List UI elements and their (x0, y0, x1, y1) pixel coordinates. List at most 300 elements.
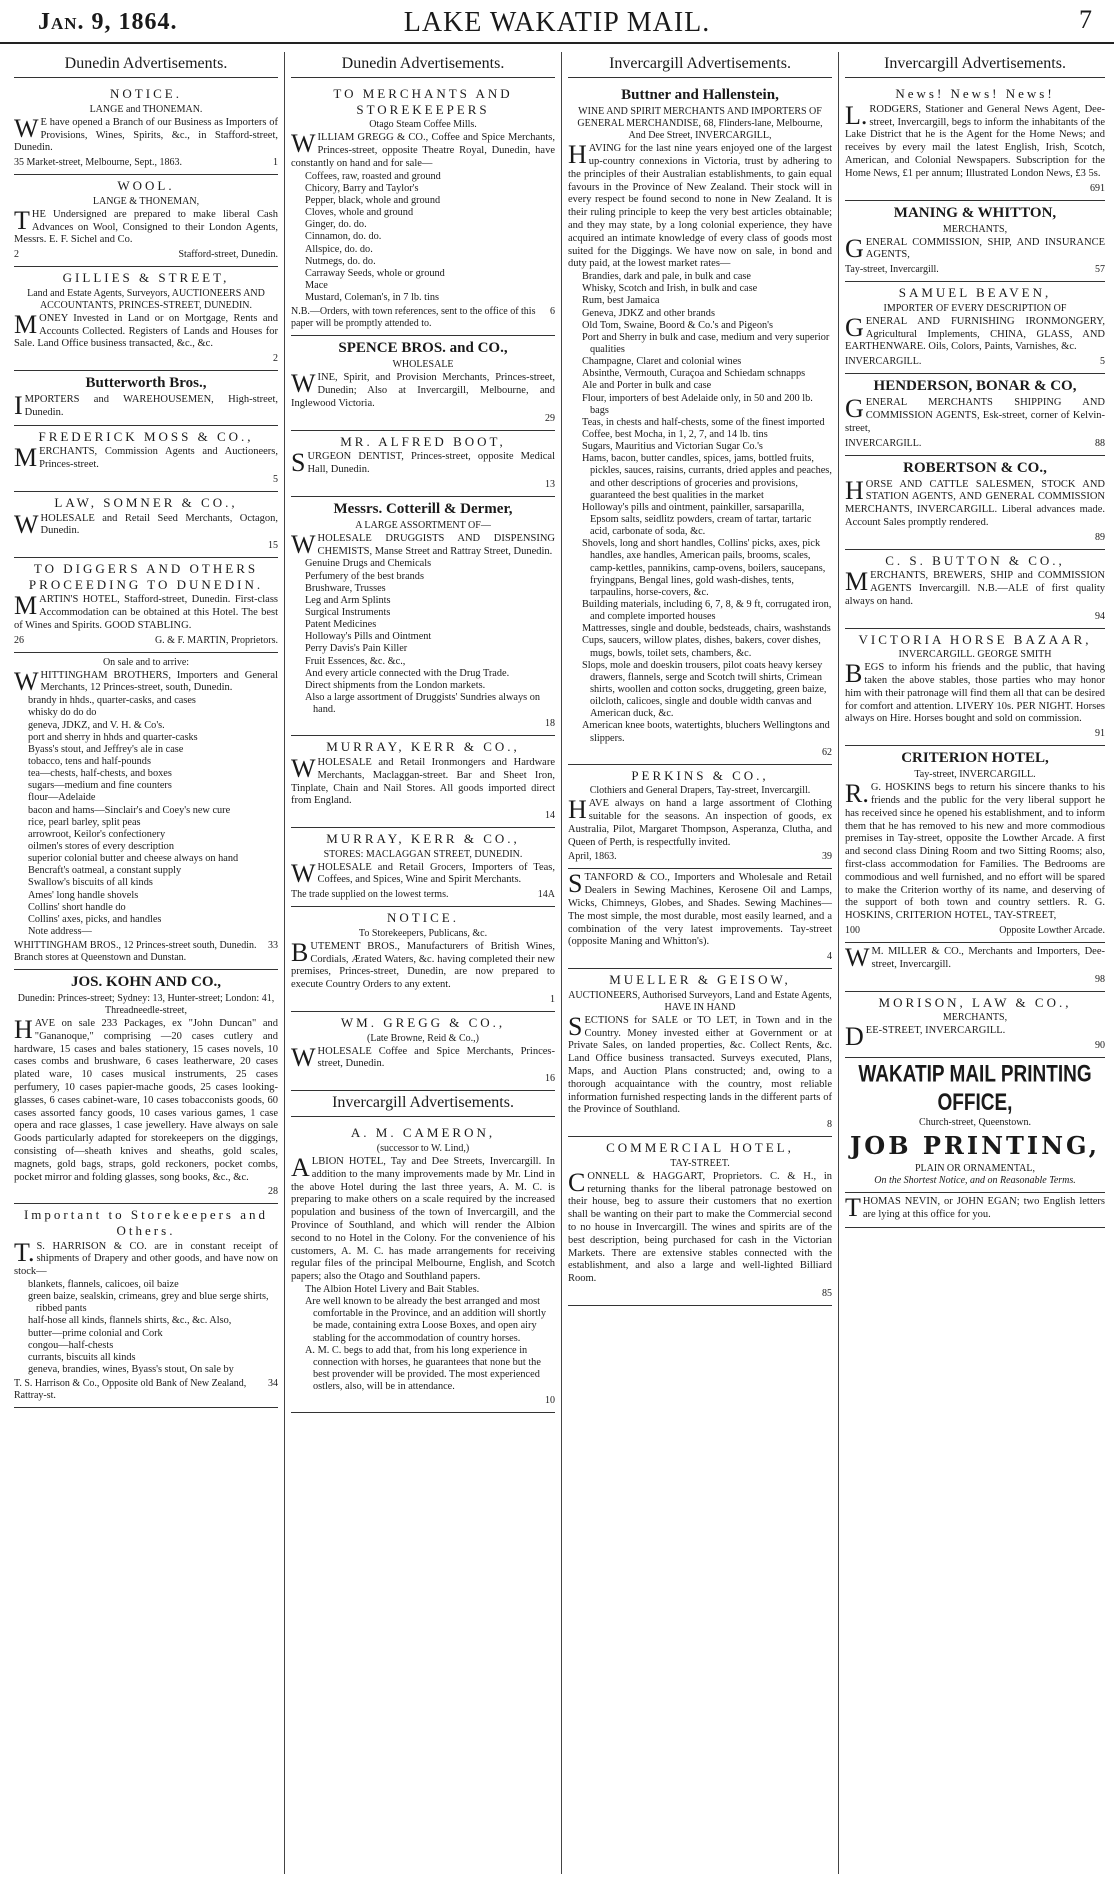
ad-list-item: Sugars, Mauritius and Victorian Sugar Co.'s (582, 441, 763, 453)
masthead (0, 0, 1114, 44)
ad-body: WINE, Spirit, and Provision Merchants, Princes-street, Dunedin; Also at Invercargill, Melbourne, and Inglewood Victoria. (291, 369, 555, 409)
advertisement (14, 83, 278, 175)
advertisement (291, 1012, 555, 1091)
ad-reference-number: 8 (827, 1119, 832, 1131)
ad-reference-number: 5 (273, 473, 278, 485)
printing-style: PLAIN OR ORNAMENTAL, (914, 1163, 1036, 1175)
ad-title: VICTORIA HORSE BAZAAR, (858, 631, 1092, 647)
ad-title: CRITERION HOTEL, (901, 750, 1049, 767)
ad-body: SURGEON DENTIST, Princes-street, opposite Medical Hall, Dunedin. (291, 448, 555, 478)
ad-item-list (14, 1279, 278, 1376)
ad-signature-left: The trade supplied on the lowest terms. (291, 889, 449, 901)
ad-signature (845, 438, 1105, 450)
ad-list-item: whisky do do do (28, 707, 97, 719)
ad-list-item: Rum, best Jamaica (582, 295, 660, 307)
ad-title: PERKINS & CO., (631, 767, 769, 783)
ad-list-item: brandy in hhds., quarter-casks, and cases (28, 695, 196, 707)
ad-body: ALBION HOTEL, Tay and Dee Streets, Invercargill. In addition to the many improvements made by Mr. Lind in the above Hotel during the last three years, A. M. C. is preparing to make others on a scale required by the increased population and business of the town of Invercargill, and the Province of Southland, and which will render the Albion second to no Hotel in the Colony. For the convenience of his customers, A. M. C. has made arrangements for receiving regular files of the principal Melbourne, English, and Scotch papers; also the Otago and Southland papers. (291, 1153, 555, 1283)
ad-list-item: American knee boots, watertights, bluchers Wellingtons and slippers. (582, 720, 830, 744)
ad-reference-number: 90 (1095, 1040, 1105, 1052)
ad-list-item: Coffee, best Mocha, in 1, 2, 7, and 14 lb. tins (582, 428, 768, 440)
ad-title: MORISON, LAW & CO., (878, 994, 1072, 1010)
ad-title: NOTICE. (110, 86, 182, 102)
ad-list-item: Port and Sherry in bulk and case, medium and very superior qualities (582, 331, 830, 355)
ad-list-item: arrowroot, Keilor's confectionery (28, 828, 166, 840)
ad-list-item: Cups, saucers, willow plates, dishes, bakers, cover dishes, mugs, bowls, toilet sets, chambers, &c. (582, 635, 821, 659)
ad-signature (14, 249, 278, 261)
ad-signature (568, 1288, 832, 1300)
ad-title: Buttner and Hallenstein, (621, 87, 779, 104)
ad-title: C. S. BUTTON & CO., (885, 552, 1065, 568)
ad-title: TO MERCHANTS AND STOREKEEPERS (333, 86, 513, 117)
ad-reference-number: 34 (268, 1378, 278, 1390)
ad-list-item: Carraway Seeds, whole or ground (305, 267, 445, 279)
ad-body: GENERAL AND FURNISHING IRONMONGERY, Agricultural Implements, CHINA, GLASS, AND EARTHENWARE. Oils, Colors, Paints, Varnishes, &c. (845, 312, 1105, 353)
ad-item-list (291, 558, 555, 716)
ad-list-item: Note address— (28, 925, 92, 937)
ad-body: HAVE always on hand a large assortment of Clothing suitable for the seasons. An inspection of goods, ex Australia, Pilot, Margaret Thompson, Asperanza, Clutha, and Queen of Perth, is respectfully invited. (568, 795, 832, 848)
ad-reference-number: G. & F. MARTIN, Proprietors. (154, 634, 278, 646)
ad-reference-number: 29 (545, 412, 555, 424)
ad-reference-number: 15 (268, 540, 278, 552)
ad-list-item: rice, pearl barley, split peas (28, 816, 141, 828)
ad-body: MARTIN'S HOTEL, Stafford-street, Dunedin. First-class Accommodation can be obtained at this Hotel. The best of Wines and Spirits. GOOD STABLING. (14, 591, 278, 631)
ad-list-item: Collins' short handle do (28, 901, 126, 913)
ad-reference-number: 18 (545, 718, 555, 730)
ad-signature-left: 35 Market-street, Melbourne, Sept., 1863. (14, 157, 183, 169)
ad-signature (14, 1186, 278, 1198)
ad-list-item: Whisky, Scotch and Irish, in bulk and case (582, 283, 758, 295)
advertisement (291, 83, 555, 336)
ad-body: WHOLESALE Coffee and Spice Merchants, Princes-street, Dunedin. (291, 1042, 555, 1072)
ad-title: WM. GREGG & CO., (340, 1015, 506, 1031)
ad-subtitle: WINE AND SPIRIT MERCHANTS AND IMPORTERS OF GENERAL MERCHANDISE, 68, Flinders-lane, Melbourne, And Dee Street, INVERCARGILL, (577, 106, 823, 142)
ad-reference-number: 91 (1095, 728, 1105, 740)
ad-title: GILLIES & STREET, (62, 270, 230, 286)
ad-body: CONNELL & HAGGART, Proprietors. C. & H., in returning thanks for the liberal patronage bestowed on their house, beg to assure their customers that no exertion shall be wanting on their part to make the Commercial second to no house in Invercargill. The wines and spirits are of the best description, being purchased for cash in the Victorian Markets. There are extensive stables connected with the establishment, and also a large and well-lighted Billiard Room. (568, 1167, 832, 1285)
advertisement (568, 869, 832, 969)
ad-list-item: Are well known to be already the best arranged and most comfortable in the Province, and an addition will shortly be made, containing extra Loose Boxes, and open airy stabling for the accommodation of country horses. (305, 1296, 547, 1344)
column-heading: Dunedin Advertisements. (14, 52, 278, 78)
advertisement (14, 426, 278, 492)
ad-signature-left: INVERCARGILL. (845, 356, 922, 368)
ad-list-item: Cloves, whole and ground (305, 207, 414, 219)
ad-signature (14, 635, 278, 647)
ad-list-item: Teas, in chests and half-chests, some of the finest imported (582, 416, 825, 428)
advertisement (291, 907, 555, 1012)
ad-reference-number: 10 (545, 1395, 555, 1407)
ad-subtitle: To Storekeepers, Publicans, &c. (358, 927, 488, 939)
ad-signature (14, 474, 278, 486)
ad-body: SECTIONS for SALE or TO LET, in Town and in the Country. Money invested either at Government or at Private Sales, on landed properties, &c. Collect Rents, &c. Land Office business transacted. Surveys executed, Plans, Maps, and Auction Plans constructed; and, owing to a thorough acquaintance with the country, most reliable information furnished respecting lands in the different parts of the Province of Southland. (568, 1011, 832, 1116)
ad-signature (845, 356, 1105, 368)
ad-title: MR. ALFRED BOOT, (340, 433, 506, 449)
ad-reference-number: 62 (822, 746, 832, 758)
ad-title: MUELLER & GEISOW, (609, 972, 791, 988)
ad-list-item: geneva, JDKZ, and V. H. & Co's. (28, 719, 165, 731)
ad-reference-number: Opposite Lowther Arcade. (999, 925, 1105, 937)
column-3 (564, 52, 836, 1874)
ad-signature (14, 940, 278, 964)
advertisement (845, 456, 1105, 550)
column-heading: Dunedin Advertisements. (291, 52, 555, 78)
ad-title: ROBERTSON & CO., (903, 459, 1047, 476)
advertisement (14, 175, 278, 267)
ad-signature (291, 479, 555, 491)
ad-body: MERCHANTS, Commission Agents and Auctioneers, Princes-street. (14, 443, 278, 473)
advertisement (845, 550, 1105, 629)
ad-title: A. M. CAMERON, (350, 1125, 496, 1141)
ad-reference-number: 39 (822, 851, 832, 863)
ad-title: Butterworth Bros., (85, 375, 207, 392)
ad-list-item: oilmen's stores of every description (28, 840, 174, 852)
ad-signature (845, 611, 1105, 623)
ad-list-item: Fruit Essences, &c. &c., (305, 655, 406, 667)
ad-body: MERCHANTS, BREWERS, SHIP and COMMISSION AGENTS Invercargill. N.B.—ALE of first quality always on hand. (845, 567, 1105, 607)
ad-body: HAVE on sale 233 Packages, ex "John Duncan" and "Gananoque," comprising —20 cases cutlery and hardware, 15 cases and bales stationery, 15 cases novels, 10 cases combs and brushware, 6 cases leatherware, 20 cases plated ware, 10 cases musical instruments, 25 cases perfumery, 10 cases papier-mache goods, 25 cases looking-glasses, 6 cases cabinet-ware, 10 cases tobacconists goods, 60 cases assorted fancy goods, 10 cases various games, 1 case opera and race glasses, 1 case jewellery. Have always on sale Goods particularly adapted for storekeepers on the diggings, consisting of—sheath knives and sheaths, gold scales, magnets, gold bags, straps, gold reckoners, pocket combs, pocket mirror and folding glasses, song books, &c., &c. (14, 1015, 278, 1183)
ad-subtitle: MERCHANTS, (942, 223, 1008, 235)
ad-list-item: Holloway's Pills and Ointment (305, 631, 432, 643)
ad-signature (291, 413, 555, 425)
ad-reference-number: 14 (545, 810, 555, 822)
letters-notice (845, 1193, 1105, 1228)
ad-list-item: Champagne, Claret and colonial wines (582, 356, 742, 368)
ad-body: STANFORD & CO., Importers and Wholesale and Retail Dealers in Sewing Machines, Kerosene Oil and Lamps, Wicks, Chimneys, Globes, and Shades. Sewing Machines—The most simple, the most durable, most easily learned, and a combination of the very latest improvements. Tay-street (opposite Maning and Whitton's). (568, 869, 832, 948)
ad-subtitle: Dunedin: Princes-street; Sydney: 13, Hunter-street; London: 41, Threadneedle-street, (17, 993, 275, 1017)
column-rule (838, 52, 839, 1874)
ad-title: Important to Storekeepers and Others. (23, 1207, 269, 1239)
ad-list-item: Ale and Porter in bulk and case (582, 380, 712, 392)
ad-list-item: Absinthe, Vermouth, Curaçoa and Schiedam schnapps (582, 368, 806, 380)
ad-signature-left: T. S. Harrison & Co., Opposite old Bank of New Zealand, Rattray-st. (14, 1378, 247, 1402)
ad-list-item: And every article connected with the Drug Trade. (305, 667, 510, 679)
ad-list-item: superior colonial butter and cheese always on hand (28, 853, 239, 865)
ad-body: THE Undersigned are prepared to make liberal Cash Advances on Wool, Consigned to their London Agents, Messrs. E. F. Sichel and Co. (14, 205, 278, 246)
ad-title: Messrs. Cotterill & Dermer, (333, 500, 513, 517)
ad-list-item: Direct shipments from the London markets. (305, 679, 486, 691)
advertisement (845, 282, 1105, 374)
issue-date: Jan. 9, 1864. (38, 9, 178, 35)
ad-list-item: Perry Davis's Pain Killer (305, 643, 408, 655)
ad-list-item: congou—half-chests (28, 1339, 114, 1351)
ad-body: WHITTINGHAM BROTHERS, Importers and General Merchants, 12 Princes-street, south, Dunedin. (14, 666, 278, 696)
ad-title: MURRAY, KERR & CO., (326, 739, 520, 755)
ad-reference-number: 57 (1095, 264, 1105, 276)
ad-title: TO DIGGERS AND OTHERS PROCEEDING TO DUNEDIN. (28, 561, 264, 592)
advertisement (568, 1137, 832, 1306)
ad-reference-number: 13 (545, 478, 555, 490)
ad-body: WHOLESALE and Retail Ironmongers and Hardware Merchants, Maclaggan-street. Bar and Sheet Iron, Tinplate, Chain and Nail Stores. All goods imported direct from England. (291, 753, 555, 807)
ad-subtitle: A LARGE ASSORTMENT OF— (355, 519, 491, 531)
ad-list-item: Swallow's biscuits of all kinds (28, 877, 153, 889)
advertisement (568, 83, 832, 764)
ad-list-item: Ames' long handle shovels (28, 889, 139, 901)
ad-list-item: Bencraft's oatmeal, a constant supply (28, 865, 182, 877)
ad-list-item: Slops, mole and doeskin trousers, pilot coats heavy kersey drawers, flannels, serge and Scotch twill shirts, Crimean shirts, woollen and cotton socks, druggeting, green baize, oilcloth, calicoes, single and double width canvas and American duck, &c. (582, 659, 827, 720)
ad-body: WM. MILLER & CO., Merchants and Importers, Dee-street, Invercargill. (845, 943, 1105, 973)
ad-reference-number: 94 (1095, 610, 1105, 622)
advertisement (845, 629, 1105, 747)
ad-list-item: Also a large assortment of Druggists' Sundries always on hand. (305, 692, 541, 716)
advertisement (845, 746, 1105, 943)
ad-list-item: Shovels, long and short handles, Collins' picks, axes, pick handles, axe handles, American pails, brooms, scales, camp-kettles, pannikins, camp-ovens, boilers, saucepans, fryingpans, Bengal lines, gold wash-dishes, tents, tarpaulins, horse-covers, &c. (582, 538, 826, 598)
ad-item-list (291, 1284, 555, 1393)
advertisement (291, 497, 555, 736)
advertisement (14, 970, 278, 1204)
ad-list-item: Mustard, Coleman's, in 7 lb. tins (305, 292, 439, 304)
ad-title: WOOL. (117, 178, 175, 194)
ad-subtitle: Clothiers and General Drapers, Tay-street, Invercargill. (589, 785, 811, 797)
ad-title: MURRAY, KERR & CO., (326, 831, 520, 847)
ad-subtitle: TAY-STREET. (670, 1157, 730, 1169)
ad-list-item: Building materials, including 6, 7, 8, & 9 ft, corrugated iron, and complete imported houses (582, 598, 832, 623)
ad-list-item: blankets, flannels, calicoes, oil baize (28, 1279, 179, 1291)
ad-signature (291, 994, 555, 1006)
advertisement (845, 992, 1105, 1058)
ad-list-item: green baize, sealskin, crimeans, grey and blue serge shirts, ribbed pants (28, 1291, 269, 1315)
ad-list-item: Perfumery of the best brands (305, 570, 424, 582)
advertisement (291, 1122, 555, 1413)
ad-subtitle: Otago Steam Coffee Mills. (369, 119, 477, 131)
printing-terms: On the Shortest Notice, and on Reasonable Terms. (874, 1175, 1076, 1187)
advertisement (14, 1204, 278, 1408)
ad-list-item: tobacco, tens and half-pounds (28, 755, 151, 767)
ad-body: GENERAL COMMISSION, SHIP, AND INSURANCE AGENTS, (845, 233, 1105, 263)
ad-reference-number: 33 (268, 940, 278, 952)
ad-reference-number: 28 (268, 1186, 278, 1198)
column-heading: Invercargill Advertisements. (845, 52, 1105, 78)
advertisement (291, 431, 555, 497)
ad-reference-number: 88 (1095, 437, 1105, 449)
ad-signature (291, 306, 555, 330)
column-4 (841, 52, 1109, 1874)
ad-subtitle: IMPORTER OF EVERY DESCRIPTION OF (883, 302, 1067, 314)
ad-body: BEGS to inform his friends and the public, that having taken the above stables, those parties who may honor him with their patronage will find them all that can be desired for comfort and attention. LIVERY 10s. PER NIGHT. Horses always on Hire. Horses bought and sold on commission. (845, 659, 1105, 725)
ad-signature (291, 1073, 555, 1085)
ad-title: HENDERSON, BONAR & CO, (873, 378, 1077, 395)
advertisement (845, 83, 1105, 200)
ad-reference-number: 4 (827, 951, 832, 963)
ad-list-item: Coffees, raw, roasted and ground (305, 170, 441, 182)
ad-item-list (568, 271, 832, 744)
column-2 (287, 52, 559, 1874)
ad-list-item: Byass's stout, and Jeffrey's ale in case (28, 743, 184, 755)
ad-body: L.RODGERS, Stationer and General News Agent, Dee-street, Invercargill, begs to inform the inhabitants of the Lake District that he is the Agent for the Home News; and receives by every mail the latest English, Irish, Scotch, American, and Colonial Newspapers. Subscription for the Home News, £1 per annum; Illustrated London News, £3 5s. (845, 100, 1105, 179)
ad-subtitle: LANGE & THONEMAN, (92, 195, 200, 207)
ad-body: MONEY Invested in Land or on Mortgage, Rents and Accounts Collected. Registers of Lands and Houses for Sale. Land Office business transacted, &c., &c. (14, 309, 278, 350)
ad-body: BUTEMENT BROS., Manufacturers of British Wines, Cordials, Ærated Waters, &c. having completed their new premises, Princes-street, Dunedin, are now prepared to execute Country Orders to any extent. (291, 937, 555, 991)
ad-list-item: The Albion Hotel Livery and Bait Stables. (305, 1284, 480, 1295)
advertisement (291, 736, 555, 828)
ad-list-item: Surgical Instruments (305, 607, 391, 619)
ad-title: SPENCE BROS. and CO., (338, 340, 508, 357)
ad-reference-number: 2 (273, 353, 278, 365)
ad-list-item: Mace (305, 280, 328, 292)
ad-subtitle: (Late Browne, Reid & Co.,) (367, 1032, 479, 1044)
ad-list-item: geneva, brandies, wines, Byass's stout, On sale by (28, 1364, 234, 1376)
ad-reference-number: 89 (1095, 531, 1105, 543)
ad-signature (568, 951, 832, 963)
ad-subtitle: AUCTIONEERS, Authorised Surveyors, Land and Estate Agents, HAVE IN HAND (568, 989, 832, 1013)
ad-body: T.S. HARRISON & CO. are in constant receipt of shipments of Drapery and other goods, and have now on stock— (14, 1237, 278, 1278)
ad-body: GENERAL MERCHANTS SHIPPING AND COMMISSION AGENTS, Esk-street, corner of Kelvin-street, (845, 394, 1105, 434)
ad-reference-number: 5 (1100, 356, 1105, 368)
ad-signature-left: April, 1863. (568, 851, 617, 863)
ad-list-item: currants, biscuits all kinds (28, 1351, 136, 1363)
ad-reference-number: 98 (1095, 973, 1105, 985)
ad-list-item: Brushware, Trusses (305, 582, 386, 594)
ad-body: WHOLESALE and Retail Grocers, Importers of Teas, Coffees, and Spices, Wine and Spirit Merchants. (291, 858, 555, 888)
ad-reference-number: 14A (537, 889, 555, 901)
job-printing-heading: JOB PRINTING, (849, 1130, 1101, 1160)
ad-subtitle: INVERCARGILL. GEORGE SMITH (898, 649, 1052, 661)
ad-signature (845, 728, 1105, 740)
ad-signature-left: Tay-street, Invercargill. (845, 264, 939, 276)
ad-signature (568, 747, 832, 759)
ad-signature-left: INVERCARGILL. (845, 437, 922, 449)
ad-reference-number: 1 (550, 994, 555, 1006)
ad-signature (845, 925, 1105, 937)
ad-signature (845, 532, 1105, 544)
ad-list-item: Collins' axes, picks, and handles (28, 913, 162, 925)
letters-notice-text: THOMAS NEVIN, or JOHN EGAN; two English letters are lying at this office for you. (845, 1193, 1105, 1223)
advertisement (291, 828, 555, 907)
ad-item-list (14, 695, 278, 938)
ad-list-item: Hams, bacon, butter candles, spices, jams, bottled fruits, pickles, sauces, raisins, currants, dried apples and peaches, and other descriptions of groceries and provisions, guaranteed the best qualities in the market (582, 453, 832, 501)
ad-signature-left: N.B.—Orders, with town references, sent to the office of this paper will be promptly attended to. (291, 306, 536, 330)
ad-title: News! News! News! (895, 86, 1055, 102)
ad-title: FREDERICK MOSS & CO., (38, 428, 254, 444)
advertisement (845, 943, 1105, 992)
ad-signature (14, 1378, 278, 1402)
ad-body: WE have opened a Branch of our Business as Importers of Provisions, Wines, Spirits, &c., in Stafford-street, Dunedin. (14, 113, 278, 154)
ad-list-item: Cinnamon, do. do. (305, 231, 382, 243)
ad-list-item: Nutmegs, do. do. (305, 255, 376, 267)
ad-list-item: Old Tom, Swaine, Boord & Co.'s and Pigeon's (582, 319, 774, 331)
ad-signature (845, 974, 1105, 986)
column-rule (284, 52, 285, 1874)
printing-office-title: WAKATIP MAIL PRINTING OFFICE, (858, 1061, 1092, 1117)
ad-subtitle: Land and Estate Agents, Surveyors, AUCTIONEERS AND ACCOUNTANTS, PRINCES-STREET, DUNEDIN. (27, 287, 265, 311)
ad-signature (14, 540, 278, 552)
ad-subtitle: (successor to W. Lind,) (376, 1143, 470, 1155)
ad-signature-left: 100 (845, 925, 860, 937)
ad-body: WHOLESALE DRUGGISTS AND DISPENSING CHEMISTS, Manse Street and Rattray Street, Dunedin. (291, 529, 555, 559)
ad-list-item: Chicory, Barry and Taylor's (305, 182, 419, 194)
ad-body: DEE-STREET, INVERCARGILL. (845, 1022, 1006, 1052)
ad-subtitle: On sale and to arrive: (102, 656, 190, 668)
ad-list-item: Pepper, black, whole and ground (305, 195, 441, 207)
ad-item-list (291, 171, 555, 305)
ad-list-item: Brandies, dark and pale, in bulk and case (582, 271, 751, 283)
ad-title: MANING & WHITTON, (893, 204, 1057, 221)
ad-list-item: sugars—medium and fine counters (28, 780, 172, 792)
ad-signature (568, 1119, 832, 1131)
ad-title: SAMUEL BEAVEN, (898, 285, 1052, 301)
ad-list-item: half-hose all kinds, flannels shirts, &c., &c. Also, (28, 1315, 232, 1327)
ad-title: JOS. KOHN AND CO., (70, 974, 221, 991)
ad-list-item: Patent Medicines (305, 619, 377, 631)
ad-signature (845, 264, 1105, 276)
ad-reference-number: 85 (822, 1287, 832, 1299)
ad-list-item: Allspice, do. do. (305, 243, 373, 255)
ad-subtitle: WHOLESALE (392, 359, 454, 371)
advertisement (14, 371, 278, 426)
advertisement (568, 969, 832, 1137)
ad-list-item: butter—prime colonial and Cork (28, 1327, 163, 1339)
ad-body: WILLIAM GREGG & CO., Coffee and Spice Merchants, Princes-street, opposite Theatre Royal, Dunedin, have constantly on hand and for sale— (291, 129, 555, 169)
ad-signature (14, 353, 278, 365)
ad-reference-number: 691 (1090, 182, 1105, 194)
ad-signature (291, 889, 555, 901)
ad-signature (291, 810, 555, 822)
advertisement (291, 336, 555, 430)
ad-reference-number: Stafford-street, Dunedin. (178, 249, 278, 261)
ad-signature-left: WHITTINGHAM BROS., 12 Princes-street south, Dunedin. Branch stores at Queenstown and Dunstan. (14, 940, 257, 964)
ad-reference-number: 16 (545, 1073, 555, 1085)
column-rule (561, 52, 562, 1874)
ad-subtitle: STORES: MACLAGGAN STREET, DUNEDIN. (323, 848, 523, 860)
ad-list-item: Flour, importers of best Adelaide only, in 50 and 200 lb. bags (582, 392, 813, 416)
ad-signature-left: 26 (14, 634, 24, 646)
ad-list-item: Mattresses, single and double, bedsteads, chairs, washstands (582, 623, 831, 635)
ad-list-item: A. M. C. begs to add that, from his long experience in connection with horses, he guarantees that none but the best provender will be provided. The most experienced ostlers, also, will be in attendance. (305, 1344, 541, 1393)
ad-list-item: Genuine Drugs and Chemicals (305, 558, 432, 570)
ad-body: WHOLESALE and Retail Seed Merchants, Octagon, Dunedin. (14, 509, 278, 539)
ad-body: HAVING for the last nine years enjoyed one of the largest up-country connexions in Victoria, trust by adhering to the principles of their Australian establishments, to gain equal favours in the Province of New Zealand. Their stock will in every respect be found second to none in New Zealand. It is their ruling principle to keep the very best articles obtainable; and they may state, by a long colonial experience, they have acquired an intimate knowledge of every class of goods most suited for the Diggings. We have now on sale, in bond and duty paid, at the lowest market rates— (568, 140, 832, 270)
section-heading: Invercargill Advertisements. (291, 1091, 555, 1117)
ad-signature (866, 1040, 1105, 1052)
ad-list-item: bacon and hams—Sinclair's and Coey's new cure (28, 804, 231, 816)
ad-list-item: Leg and Arm Splints (305, 594, 391, 606)
advertisement (845, 201, 1105, 283)
advertisement (14, 653, 278, 970)
page-number: 7 (1079, 5, 1092, 34)
ad-signature-left: 2 (14, 249, 19, 261)
ad-signature (14, 157, 278, 169)
ad-list-item: Ginger, do. do. (305, 219, 367, 231)
ad-reference-number: 6 (550, 306, 555, 318)
advertisement (14, 492, 278, 558)
ad-body: R.G. HOSKINS begs to return his sincere thanks to his friends and the public for the very liberal support he has received since he opened his establishment, and to inform them that he has removed to his new and more commodious premises in Tay-street, opposite the Lowther Arcade. A first and second class Dining Room and two Sitting Rooms; also, first-class accommodation for Families. The Bedrooms are commodious and well furnished, and no effort will be spared to make the Criterion worthy of its name, and deserving of the support of both town and country settlers. R. G. HOSKINS, CRITERION HOTEL, TAY-STREET, (845, 779, 1105, 922)
ad-list-item: tea—chests, half-chests, and boxes (28, 768, 172, 780)
ad-signature (291, 718, 555, 730)
printing-office-address: Church-street, Queenstown. (919, 1116, 1031, 1128)
ad-list-item: flour—Adelaide (28, 792, 96, 804)
ad-subtitle: Tay-street, INVERCARGILL. (914, 769, 1036, 781)
advertisement (845, 374, 1105, 455)
ad-list-item: Holloway's pills and ointment, painkiller, sarsaparilla, Epsom salts, seidlitz powders, cream of tartar, tartaric acid, carbonate of soda, &c. (582, 501, 812, 538)
ad-title: LAW, SOMNER & CO., (54, 494, 238, 510)
ad-title: NOTICE. (387, 910, 459, 926)
newspaper-title: LAKE WAKATIP MAIL. (403, 7, 711, 38)
advertisement (14, 558, 278, 653)
ad-signature (568, 851, 832, 863)
ad-signature (845, 183, 1105, 195)
ad-body: HORSE AND CATTLE SALESMEN, STOCK AND STATION AGENTS, AND GENERAL COMMISSION MERCHANTS, INVERCARGILL. Liberal advances made. Account Sales promptly rendered. (845, 475, 1105, 528)
ad-reference-number: 1 (273, 157, 278, 169)
ad-subtitle: MERCHANTS, (942, 1012, 1008, 1024)
printing-office-ad (845, 1058, 1105, 1193)
ad-title: COMMERCIAL HOTEL, (606, 1140, 794, 1156)
ad-signature (291, 1395, 555, 1407)
ad-list-item: port and sherry in hhds and quarter-casks (28, 731, 198, 743)
ad-list-item: Geneva, JDKZ and other brands (582, 307, 715, 319)
ad-body: IMPORTERS and WAREHOUSEMEN, High-street, Dunedin. (14, 391, 278, 421)
column-1 (10, 52, 282, 1874)
advertisement (568, 765, 832, 870)
advertisement (14, 267, 278, 371)
